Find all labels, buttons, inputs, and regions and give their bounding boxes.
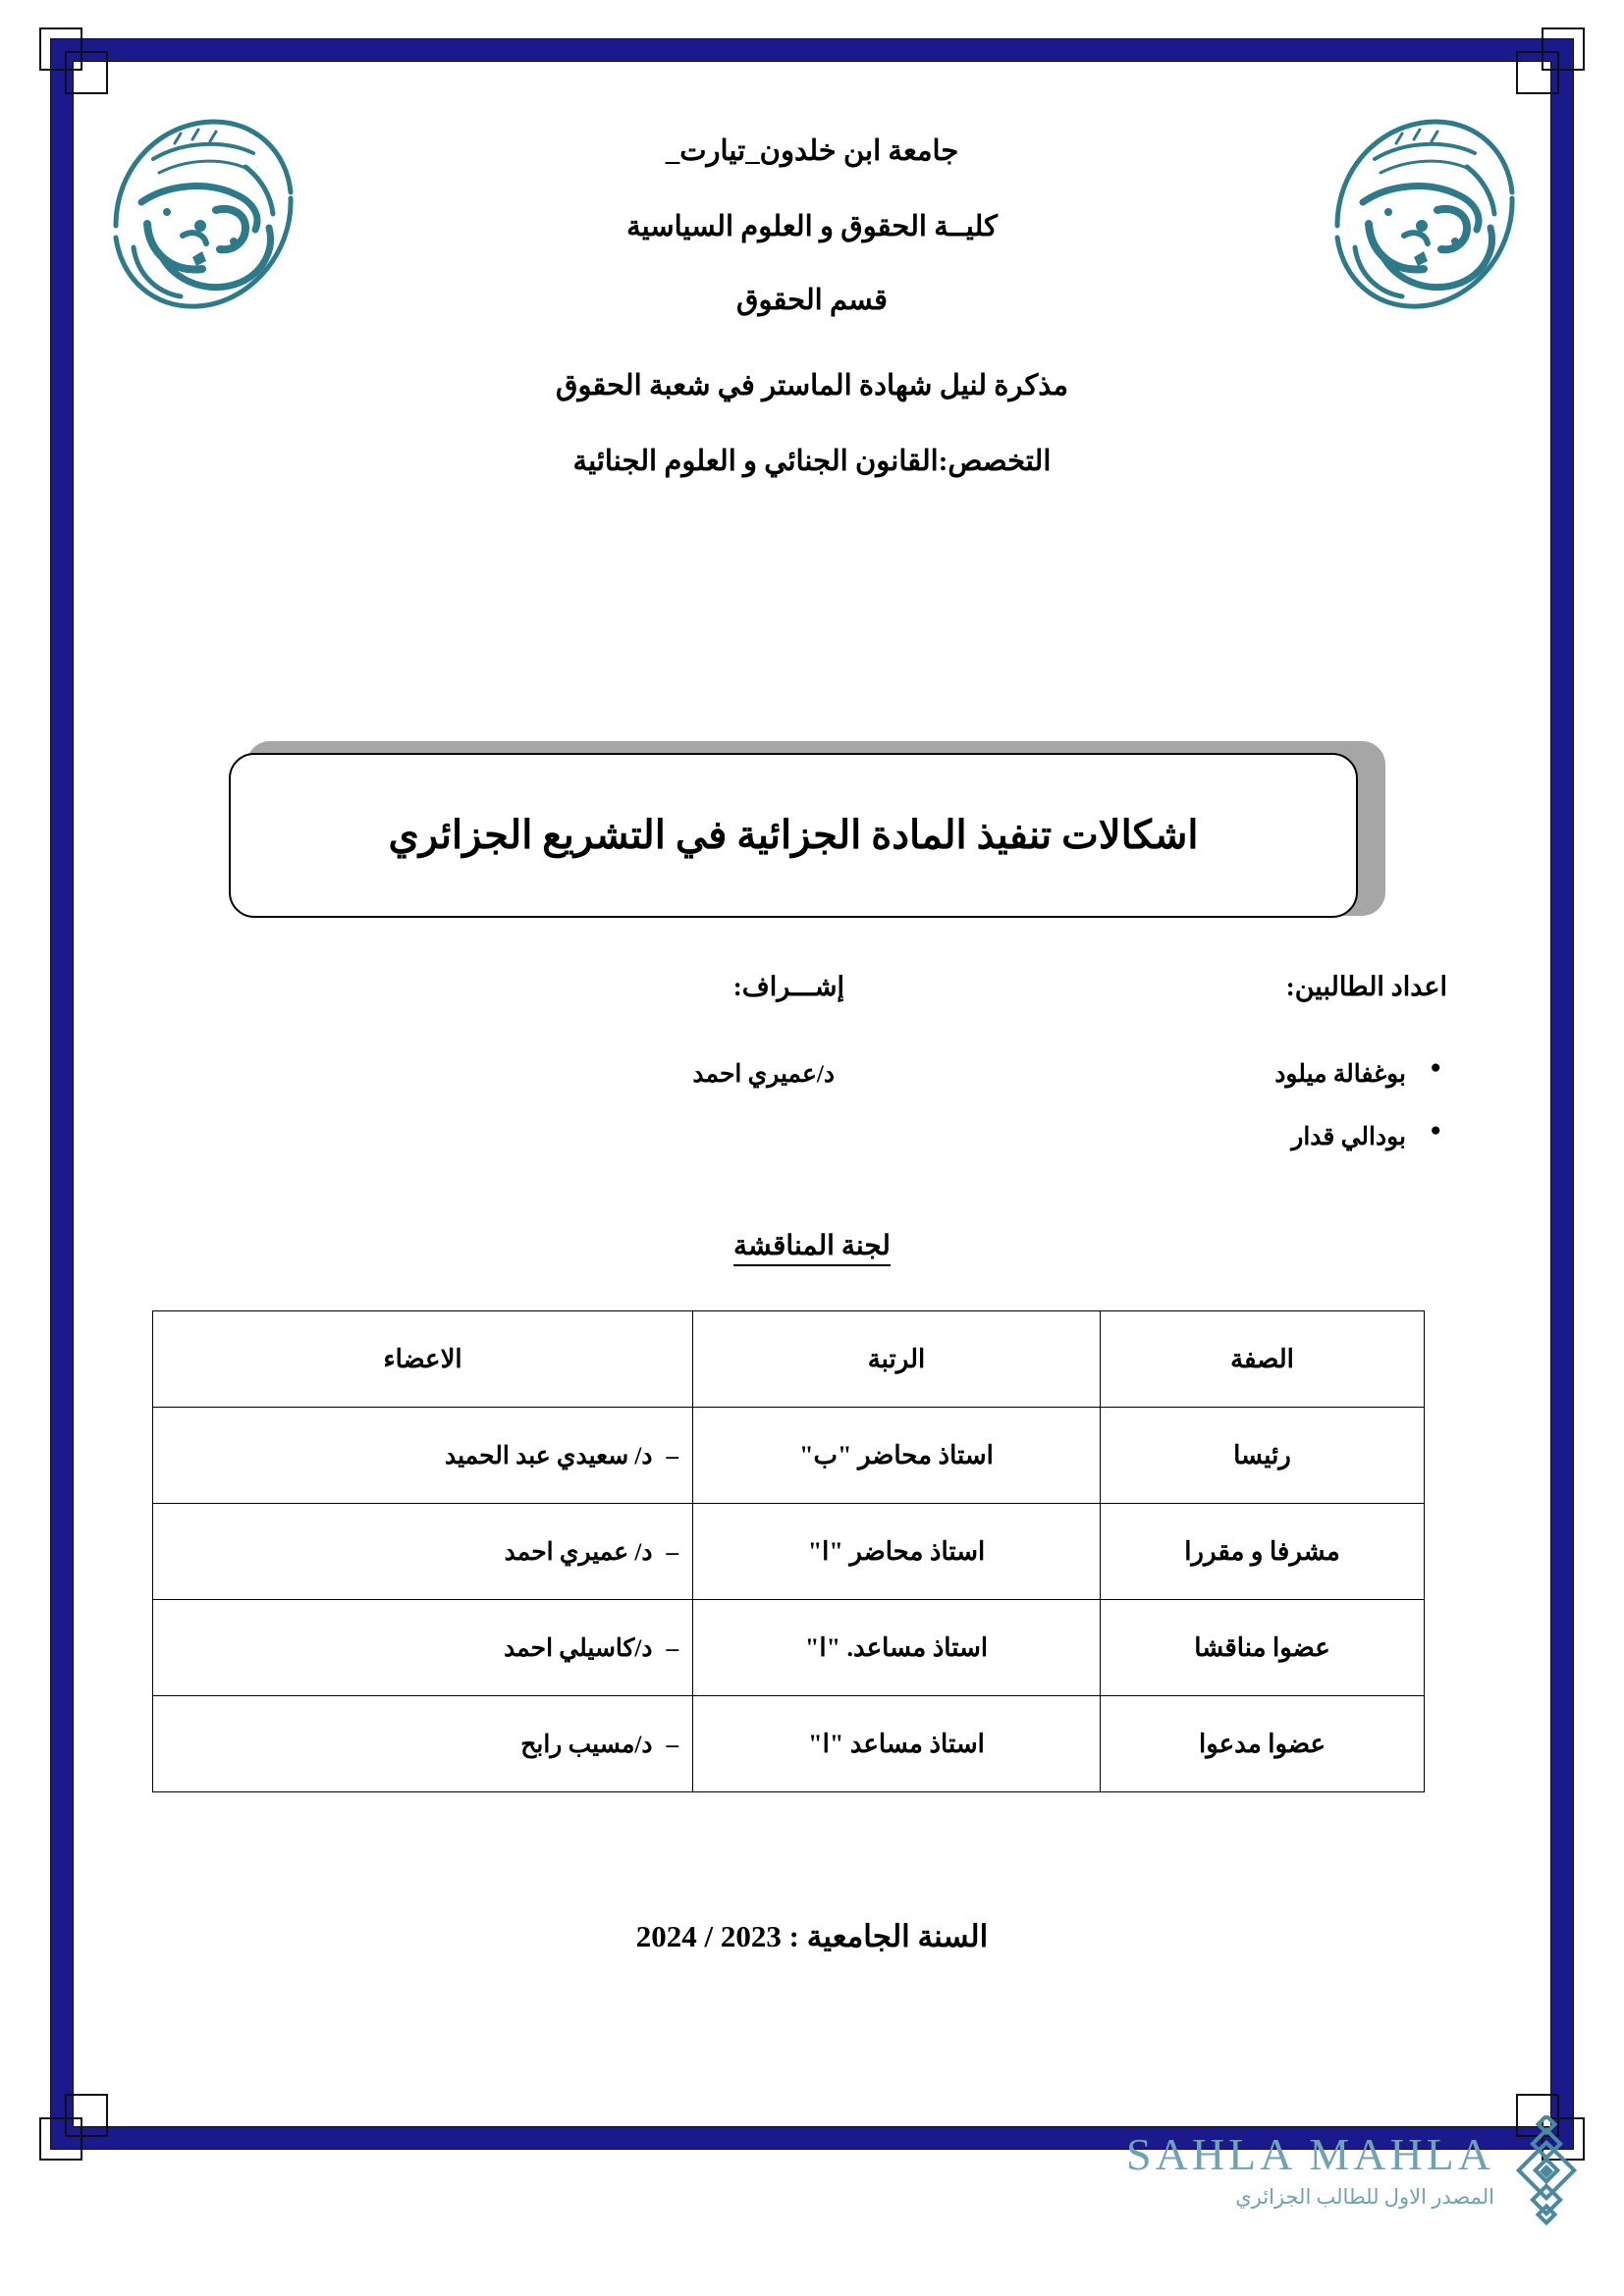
watermark-diamond-icon [1508, 2115, 1585, 2225]
thesis-title-box [229, 731, 1387, 918]
university-logo-right [1320, 108, 1526, 319]
table-row [153, 1696, 1425, 1792]
corner-ornament-top-right-outer [1542, 27, 1585, 71]
member-name: د/كاسيلي احمد [504, 1634, 653, 1662]
cell-sifa: عضوا مناقشا [1101, 1600, 1425, 1696]
specialization: التخصص:القانون الجنائي و العلوم الجنائية [572, 446, 1052, 477]
cell-sifa: مشرفا و مقررا [1101, 1504, 1425, 1600]
cell-sifa: رئيسا [1101, 1408, 1425, 1504]
list-item: ● بودالي قدار [996, 1122, 1447, 1151]
students-list [996, 1059, 1447, 1151]
cell-rutba: استاذ محاضر "ا" [693, 1504, 1101, 1600]
member-name: د/ عميري احمد [504, 1538, 653, 1566]
list-item: ● بوغفالة ميلود [996, 1059, 1447, 1089]
committee-heading [0, 1229, 1624, 1262]
cell-member [153, 1600, 693, 1696]
supervisor-label: إشـــراف: [732, 972, 844, 1001]
column-header-rutba: الرتبة [693, 1311, 1101, 1408]
people-section [177, 972, 1447, 1188]
supervisor-name: د/عميري احمد [692, 1061, 835, 1088]
table-header-row [153, 1311, 1425, 1408]
watermark-brand: SAHLA MAHLA [1126, 2128, 1494, 2179]
committee-table [152, 1310, 1425, 1792]
corner-ornament-bottom-left-inner [65, 2094, 108, 2137]
degree-statement: مذكرة لنيل شهادة الماستر في شعبة الحقوق [555, 370, 1069, 401]
corner-ornament-top-left-outer [39, 27, 82, 71]
cell-rutba: استاذ محاضر "ب" [693, 1408, 1101, 1504]
list-dash: – [666, 1731, 678, 1758]
header-block [324, 137, 1300, 476]
corner-ornament-top-right-inner [1516, 51, 1559, 94]
committee-heading-text: لجنة المناقشة [733, 1231, 891, 1266]
table-row [153, 1600, 1425, 1696]
member-name: د/مسيب رابح [520, 1731, 653, 1758]
cell-member [153, 1408, 693, 1504]
students-label: اعداد الطالبين: [1285, 972, 1447, 1001]
list-dash: – [666, 1442, 678, 1469]
list-dash: – [666, 1538, 678, 1566]
title-box-frame [229, 753, 1358, 918]
watermark-texts [1126, 2128, 1494, 2210]
column-header-members: الاعضاء [153, 1311, 693, 1408]
cell-rutba: استاذ مساعد. "ا" [693, 1600, 1101, 1696]
supervisor-column [432, 972, 844, 1089]
faculty-name: كليــة الحقوق و العلوم السياسية [626, 211, 998, 242]
university-logo-left [98, 108, 304, 319]
thesis-title: اشكالات تنفيذ المادة الجزائية في التشريع الجزائري [388, 813, 1199, 857]
watermark-tagline: المصدر الاول للطالب الجزائري [1235, 2184, 1494, 2209]
cell-member [153, 1504, 693, 1600]
cell-member [153, 1696, 693, 1792]
corner-ornament-top-left-inner [65, 51, 108, 94]
member-name: د/ سعيدي عبد الحميد [445, 1442, 653, 1469]
cell-sifa: عضوا مدعوا [1101, 1696, 1425, 1792]
column-header-sifa: الصفة [1101, 1311, 1425, 1408]
students-column [996, 972, 1447, 1185]
watermark [1126, 2115, 1585, 2225]
corner-ornament-bottom-left-outer [39, 2117, 82, 2161]
list-dash: – [666, 1634, 678, 1662]
university-name: جامعة ابن خلدون_تيارت_ [665, 135, 959, 167]
department-name: قسم الحقوق [735, 285, 889, 316]
cell-rutba: استاذ مساعد "ا" [693, 1696, 1101, 1792]
academic-year: السنة الجامعية : 2023 / 2024 [635, 1919, 989, 1953]
table-row [153, 1408, 1425, 1504]
table-row [153, 1504, 1425, 1600]
